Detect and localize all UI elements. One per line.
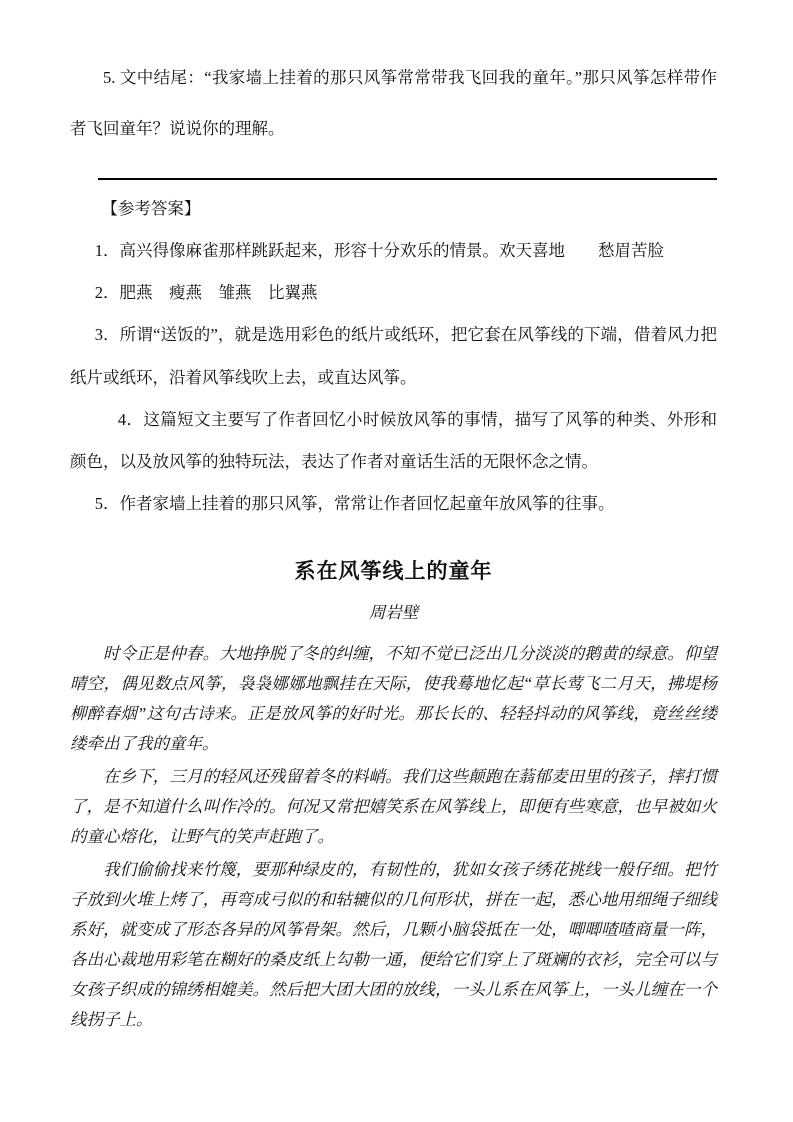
question-5-text: 5. 文中结尾：“我家墙上挂着的那只风筝常常带我飞回我的童年。”那只风筝怎样带作者飞回童年？说说你的理解。 [70,68,717,139]
reference-answers-heading: 【参考答案】 [101,199,201,219]
passage-author: 周岩壁 [368,602,419,622]
passage-paragraph-2: 在乡下，三月的轻风还残留着冬的料峭。我们这些颠跑在蓊郁麦田里的孩子，摔打惯了，是不知道什么叫作冷的。何况又常把嬉笑系在风筝线上，即便有些寒意，也早被如火的童心熔化，让野气的笑声赶跑了。 [70,766,717,846]
answer-item-5: 5．作者家墙上挂着的那只风筝，常常让作者回忆起童年放风筝的往事。 [94,493,615,513]
passage-paragraph-3: 我们偷偷找来竹篾，要那种绿皮的，有韧性的，犹如女孩子绣花挑线一般仔细。把竹子放到火堆上烤了，再弯成弓似的和轱辘似的几何形状，拼在一起，悉心地用细绳子细线系好，就变成了形态各异的风筝骨架。然后，几颗小脑袋抵在一处，唧唧喳喳商量一阵，各出心裁地用彩笔在糊好的桑皮纸上勾勒一通，便给它们穿上了斑斓的衣衫，完全可以与女孩子织成的锦绣相媲美。然后把大团大团的放线，一头儿系在风筝上，一头儿缠在一个线拐子上。 [70,859,717,1029]
answer-item-4: 4．这篇短文主要写了作者回忆小时候放风筝的事情，描写了风筝的种类、外形和颜色，以及放风筝的独特玩法，表达了作者对童话生活的无限怀念之情。 [70,409,717,471]
answer-item-2: 2．肥燕 瘦燕 雏燕 比翼燕 [94,283,318,303]
answer-item-3: 3．所谓“送饭的”，就是选用彩色的纸片或纸环，把它套在风筝线的下端，借着风力把纸片或纸环，沿着风筝线吹上去，或直达风筝。 [70,325,717,387]
passage-title: 系在风筝线上的童年 [294,558,493,583]
section-divider [98,178,717,180]
answer-item-1: 1．高兴得像麻雀那样跳跃起来，形容十分欢乐的情景。欢天喜地 愁眉苦脸 [94,241,664,261]
passage-paragraph-1: 时令正是仲春。大地挣脱了冬的纠缠，不知不觉已泛出几分淡淡的鹅黄的绿意。仰望晴空，偶见数点风筝，袅袅娜娜地飘挂在天际，使我蓦地忆起“草长莺飞二月天，拂堤杨柳醉春烟”这句古诗来。正是放风筝的好时光。那长长的、轻轻抖动的风筝线，竟丝丝缕缕牵出了我的童年。 [70,643,717,753]
